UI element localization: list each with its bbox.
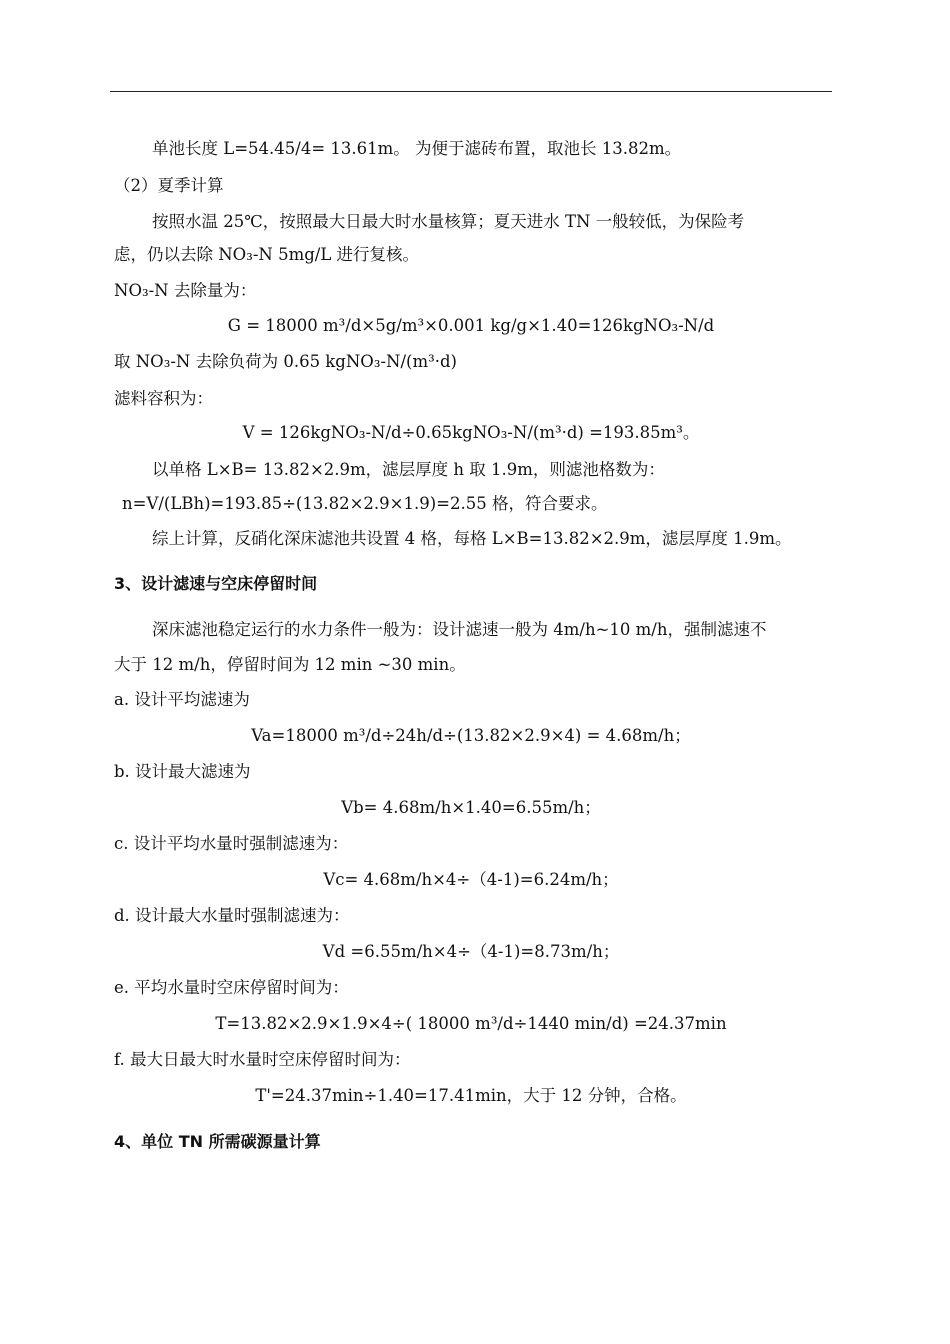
section-subtitle: （2）夏季计算 bbox=[114, 176, 224, 195]
list-item: b. 设计最大滤速为 bbox=[114, 762, 251, 781]
formula: V = 126kgNO₃-N/d÷0.65kgNO₃-N/(m³·d) =193.85m³。 bbox=[242, 423, 700, 442]
list-item: a. 设计平均滤速为 bbox=[114, 690, 250, 709]
text-line: 大于 12 m/h，停留时间为 12 min ~30 min。 bbox=[114, 655, 466, 674]
text-line: n=V/(LBh)=193.85÷(13.82×2.9×1.9)=2.55 格，符合要求。 bbox=[122, 494, 608, 513]
list-item: f. 最大日最大时水量时空床停留时间为： bbox=[114, 1050, 411, 1069]
text-line: 深床滤池稳定运行的水力条件一般为：设计滤速一般为 4m/h~10 m/h，强制滤速不 bbox=[152, 620, 767, 639]
formula: Vb= 4.68m/h×1.40=6.55m/h； bbox=[341, 798, 601, 817]
formula: T'=24.37min÷1.40=17.41min，大于 12 分钟，合格。 bbox=[255, 1086, 687, 1105]
formula: T=13.82×2.9×1.9×4÷( 18000 m³/d÷1440 min/d) =24.37min bbox=[215, 1014, 727, 1033]
section-heading: 3、设计滤速与空床停留时间 bbox=[114, 574, 318, 593]
text-line: 滤料容积为： bbox=[114, 389, 213, 408]
list-item: c. 设计平均水量时强制滤速为： bbox=[114, 834, 349, 853]
section-heading: 4、单位 TN 所需碳源量计算 bbox=[114, 1132, 321, 1151]
list-item: e. 平均水量时空床停留时间为： bbox=[114, 978, 349, 997]
text-line: 按照水温 25℃，按照最大日最大时水量核算；夏天进水 TN 一般较低，为保险考 bbox=[152, 212, 745, 231]
formula: Vd =6.55m/h×4÷（4-1)=8.73m/h； bbox=[322, 942, 620, 961]
text-line: 以单格 L×B= 13.82×2.9m，滤层厚度 h 取 1.9m，则滤池格数为： bbox=[152, 460, 665, 479]
header-rule bbox=[110, 91, 832, 92]
formula: G = 18000 m³/d×5g/m³×0.001 kg/g×1.40=126kgNO₃-N/d bbox=[227, 316, 715, 335]
formula: Vc= 4.68m/h×4÷（4-1)=6.24m/h； bbox=[323, 870, 619, 889]
text-line: 单池长度 L=54.45/4= 13.61m。 为便于滤砖布置，取池长 13.82m。 bbox=[152, 139, 682, 158]
text-line: 虑，仍以去除 NO₃-N 5mg/L 进行复核。 bbox=[114, 245, 420, 264]
formula: Va=18000 m³/d÷24h/d÷(13.82×2.9×4) = 4.68m/h； bbox=[251, 726, 691, 745]
list-item: d. 设计最大水量时强制滤速为： bbox=[114, 906, 350, 925]
text-line: NO₃-N 去除量为： bbox=[114, 281, 257, 300]
text-line: 综上计算，反硝化深床滤池共设置 4 格，每格 L×B=13.82×2.9m，滤层厚度 1.9m。 bbox=[152, 529, 792, 548]
text-line: 取 NO₃-N 去除负荷为 0.65 kgNO₃-N/(m³·d) bbox=[114, 352, 457, 371]
